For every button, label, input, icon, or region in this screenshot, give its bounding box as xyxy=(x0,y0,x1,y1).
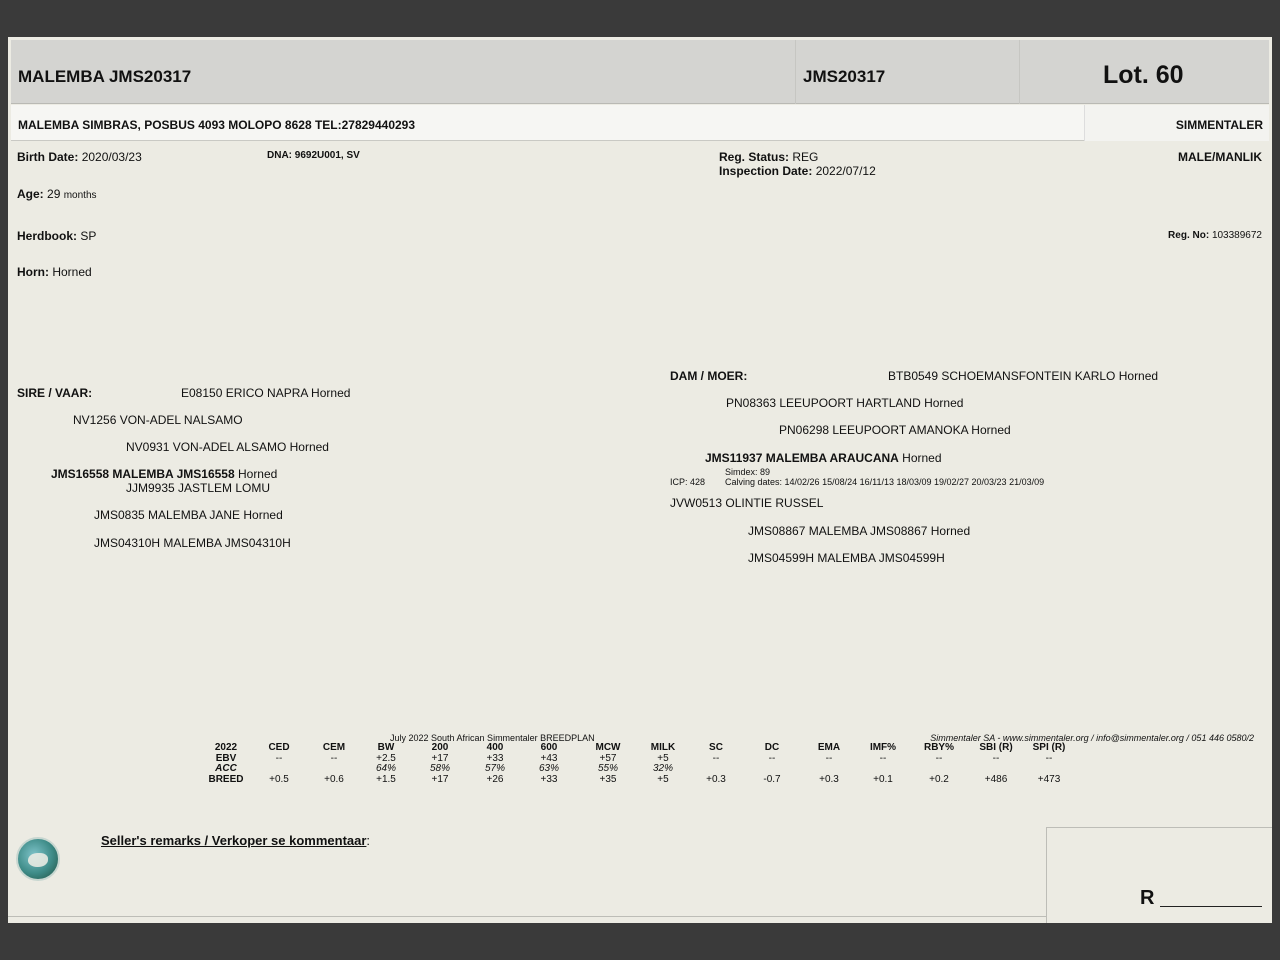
ebv-column-cem xyxy=(312,743,356,785)
ebv-acc-cell xyxy=(312,764,356,775)
ebv-acc-cell xyxy=(750,764,794,775)
price-entry-line[interactable] xyxy=(1160,906,1262,907)
ebv-column-sbi-r xyxy=(974,743,1018,785)
ebv-acc-cell xyxy=(694,764,738,775)
ebv-acc-cell: 63% xyxy=(538,763,559,774)
inspection-date-label: Inspection Date: xyxy=(719,164,813,178)
inspection-date xyxy=(719,164,876,178)
ebv-column-sc xyxy=(694,743,738,785)
lot-number: Lot. 60 xyxy=(1103,61,1184,89)
ebv-column-dc xyxy=(750,743,794,785)
breed-name: SIMMENTALER xyxy=(1175,118,1263,132)
ebv-breed-cell: +33 xyxy=(540,773,558,785)
dam-simdex: Simdex: 89 xyxy=(725,467,771,477)
birth-date-label: Birth Date: xyxy=(17,150,79,164)
reg-no-value: 103389672 xyxy=(1211,230,1262,241)
reg-no-label: Reg. No: xyxy=(1168,230,1210,241)
ebv-h-cell: CEM xyxy=(322,742,346,753)
sire xyxy=(51,467,277,481)
ebv-ebv-cell: -- xyxy=(879,752,887,764)
sire-sire-sire: E08150 ERICO NAPRA Horned xyxy=(181,386,351,400)
ebv-ebv-cell: +43 xyxy=(540,752,558,764)
ebv-breed-cell: +0.5 xyxy=(269,773,289,785)
age-value: 29 xyxy=(47,187,61,201)
ebv-column-mcw xyxy=(586,743,630,785)
ebv-ebv-cell: -- xyxy=(1045,752,1053,764)
animal-code: JMS20317 xyxy=(803,67,886,86)
dam-calving-dates: Calving dates: 14/02/26 15/08/24 16/11/13 18/03/09 19/02/27 20/03/23 21/03/09 xyxy=(725,477,1045,487)
dam xyxy=(705,451,942,465)
age xyxy=(17,187,97,201)
simmentaler-logo-icon xyxy=(16,837,60,881)
sire-label: SIRE / VAAR: xyxy=(17,386,93,400)
ebv-column-milk xyxy=(641,743,685,785)
ebv-acc-cell: 57% xyxy=(484,763,505,774)
lot-header xyxy=(11,40,1269,104)
dam-name: JMS11937 MALEMBA ARAUCANA xyxy=(705,451,899,465)
ebv-ebv-cell: +17 xyxy=(431,752,449,764)
ebv-h-cell: SPI (R) xyxy=(1032,742,1066,753)
dam-dam-sire: JVW0513 OLINTIE RUSSEL xyxy=(670,496,824,510)
herdbook xyxy=(17,229,96,243)
herdbook-value: SP xyxy=(80,229,97,243)
ebv-h-cell: EMA xyxy=(817,742,841,753)
ebv-breed-cell: +26 xyxy=(486,773,504,785)
ebv-acc-cell xyxy=(974,764,1018,775)
ebv-column-ema xyxy=(807,743,851,785)
ebv-column-400 xyxy=(473,743,517,785)
sellers-remarks-colon: : xyxy=(366,833,371,848)
ebv-breed-cell: +0.3 xyxy=(706,773,726,785)
animal-title: MALEMBA JMS20317 xyxy=(18,67,192,86)
dna-info: DNA: 9692U001, SV xyxy=(267,150,360,161)
ebv-breed-label: BREED xyxy=(208,773,244,785)
ebv-column-200 xyxy=(418,743,462,785)
ebv-acc-label: ACC xyxy=(215,763,237,774)
ebv-column-ced xyxy=(257,743,301,785)
ebv-acc-cell xyxy=(257,764,301,775)
ebv-ebv-cell: -- xyxy=(825,752,833,764)
herdbook-label: Herdbook: xyxy=(17,229,77,243)
ebv-ebv-cell: -- xyxy=(768,752,776,764)
sire-dam: JMS0835 MALEMBA JANE Horned xyxy=(94,508,283,522)
breed-cell xyxy=(1084,105,1269,141)
ebv-breed-cell: +0.6 xyxy=(324,773,344,785)
ebv-breed-cell: +17 xyxy=(431,773,449,785)
ebv-column-600 xyxy=(527,743,571,785)
breedplan-title: July 2022 South African Simmentaler BREEDPLAN xyxy=(390,733,595,743)
header-code-cell xyxy=(795,40,1019,104)
sex: MALE/MANLIK xyxy=(1178,150,1262,164)
ebv-row-labels xyxy=(204,743,248,785)
age-label: Age: xyxy=(17,187,44,201)
dam-horn: Horned xyxy=(898,451,942,465)
ebv-breed-cell: +0.3 xyxy=(819,773,839,785)
ebv-h-cell: SC xyxy=(709,742,723,753)
ebv-h-cell: 200 xyxy=(431,742,449,753)
ebv-column-spi-r xyxy=(1027,743,1071,785)
reg-status-value: REG xyxy=(792,150,819,164)
ebv-acc-cell xyxy=(861,764,905,775)
price-label: R xyxy=(1140,887,1155,909)
reg-status-label: Reg. Status: xyxy=(719,150,790,164)
ebv-breed-cell: +1.5 xyxy=(376,773,396,785)
sire-sire: NV1256 VON-ADEL NALSAMO xyxy=(73,413,243,427)
reg-no xyxy=(1168,230,1262,241)
lot-sheet xyxy=(8,37,1272,923)
breeder-bar xyxy=(11,105,1269,141)
ebv-h-cell: BW xyxy=(377,742,395,753)
sire-dam-dam: JMS04310H MALEMBA JMS04310H xyxy=(94,536,291,550)
ebv-h-cell: MCW xyxy=(595,742,621,753)
remarks-bottom-line xyxy=(8,916,1046,917)
reg-status xyxy=(719,150,818,164)
sire-dam-sire: JJM9935 JASTLEM LOMU xyxy=(126,481,271,495)
ebv-acc-cell xyxy=(1027,764,1071,775)
sellers-remarks xyxy=(101,833,370,848)
ebv-acc-cell xyxy=(917,764,961,775)
ebv-ebv-cell: -- xyxy=(712,752,720,764)
horn-value: Horned xyxy=(52,265,92,279)
header-lot-cell xyxy=(1019,40,1269,104)
breeder-info: MALEMBA SIMBRAS, POSBUS 4093 MOLOPO 8628 TEL:27829440293 xyxy=(18,118,416,132)
ebv-ebv-cell: +57 xyxy=(599,752,617,764)
ebv-ebv-cell: -- xyxy=(330,752,338,764)
birth-date xyxy=(17,150,142,164)
ebv-ebv-cell: -- xyxy=(935,752,943,764)
ebv-acc-cell: 32% xyxy=(652,763,673,774)
ebv-breed-cell: +5 xyxy=(657,773,669,785)
dam-sire-sire: BTB0549 SCHOEMANSFONTEIN KARLO Horned xyxy=(888,369,1159,383)
dam-dam-dam: JMS04599H MALEMBA JMS04599H xyxy=(748,551,945,565)
dam-label: DAM / MOER: xyxy=(670,369,748,383)
ebv-year-label: 2022 xyxy=(214,742,238,753)
ebv-acc-cell: 55% xyxy=(597,763,618,774)
horn-label: Horn: xyxy=(17,265,49,279)
dam-dam: JMS08867 MALEMBA JMS08867 Horned xyxy=(748,524,971,538)
sire-horn: Horned xyxy=(234,467,278,481)
ebv-ebv-cell: -- xyxy=(992,752,1000,764)
price-box xyxy=(1046,827,1272,923)
ebv-breed-cell: +473 xyxy=(1037,773,1061,785)
ebv-h-cell: SBI (R) xyxy=(979,742,1013,753)
ebv-h-cell: DC xyxy=(764,742,780,753)
birth-date-value: 2020/03/23 xyxy=(81,150,142,164)
sellers-remarks-label: Seller's remarks / Verkoper se kommentaar xyxy=(101,833,367,848)
ebv-breed-cell: +486 xyxy=(984,773,1008,785)
ebv-h-cell: 600 xyxy=(540,742,558,753)
dam-sire: PN08363 LEEUPOORT HARTLAND Horned xyxy=(726,396,964,410)
inspection-date-value: 2022/07/12 xyxy=(815,164,876,178)
ebv-h-cell: MILK xyxy=(650,742,676,753)
ebv-ebv-cell: +5 xyxy=(657,752,669,764)
ebv-h-cell: CED xyxy=(268,742,290,753)
ebv-h-cell: 400 xyxy=(486,742,504,753)
sire-name: JMS16558 MALEMBA JMS16558 xyxy=(51,467,235,481)
ebv-column-rby xyxy=(917,743,961,785)
ebv-acc-cell: 58% xyxy=(429,763,450,774)
sire-sire-dam: NV0931 VON-ADEL ALSAMO Horned xyxy=(126,440,329,454)
ebv-column-imf xyxy=(861,743,905,785)
ebv-h-cell: IMF% xyxy=(869,742,897,753)
ebv-column-bw xyxy=(364,743,408,785)
horn xyxy=(17,265,92,279)
ebv-breed-cell: +35 xyxy=(599,773,617,785)
dam-sire-dam: PN06298 LEEUPOORT AMANOKA Horned xyxy=(779,423,1011,437)
ebv-ebv-label: EBV xyxy=(215,752,237,764)
ebv-ebv-cell: +33 xyxy=(486,752,504,764)
ebv-ebv-cell: -- xyxy=(275,752,283,764)
ebv-acc-cell xyxy=(807,764,851,775)
ebv-acc-cell: 64% xyxy=(375,763,396,774)
ebv-breed-cell: +0.2 xyxy=(929,773,949,785)
breedplan-contact: Simmentaler SA - www.simmentaler.org / info@simmentaler.org / 051 446 0580/2 xyxy=(930,733,1254,743)
age-unit: months xyxy=(63,190,97,201)
ebv-breed-cell: +0.1 xyxy=(873,773,893,785)
dam-icp: ICP: 428 xyxy=(670,477,706,487)
ebv-ebv-cell: +2.5 xyxy=(376,752,396,764)
ebv-h-cell: RBY% xyxy=(923,742,954,753)
ebv-breed-cell: -0.7 xyxy=(763,773,781,785)
